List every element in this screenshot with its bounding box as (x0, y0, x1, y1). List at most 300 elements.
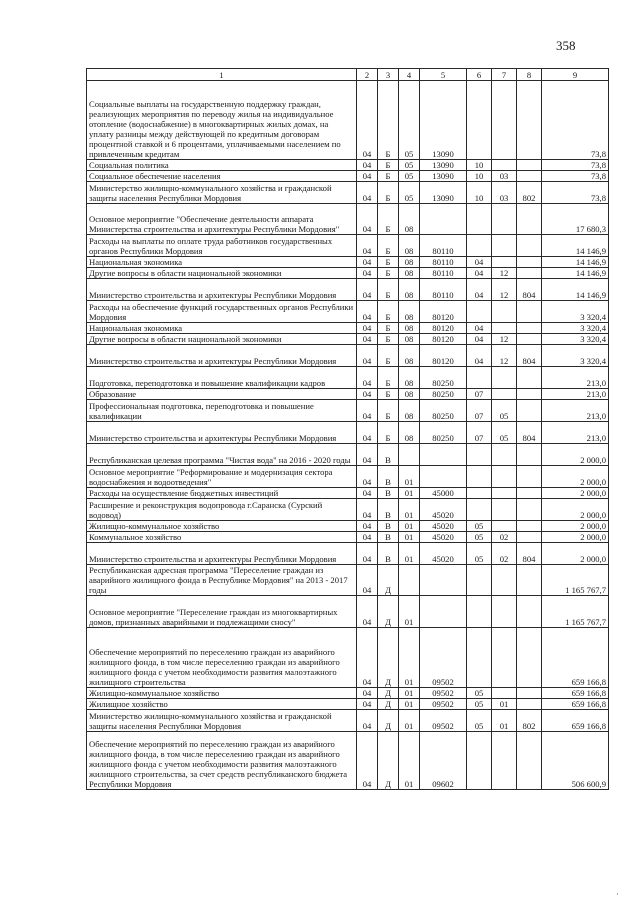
row-name: Другие вопросы в области национальной экономики (87, 334, 357, 345)
table-row (87, 499, 609, 521)
row-code-3: Д (378, 710, 399, 732)
row-code-7: 12 (492, 279, 517, 301)
row-code-3: Б (378, 182, 399, 204)
row-name: Министерство жилищно-коммунального хозяйства и гражданской защиты населения Республики Мордовия (87, 710, 357, 732)
row-code-4: 08 (399, 345, 420, 367)
row-amount: 3 320,4 (542, 323, 609, 334)
row-name: Другие вопросы в области национальной экономики (87, 268, 357, 279)
row-code-4: 01 (399, 710, 420, 732)
row-code-7 (492, 444, 517, 466)
row-code-3: Б (378, 204, 399, 235)
row-code-4: 08 (399, 204, 420, 235)
row-code-7: 02 (492, 543, 517, 565)
row-code-7: 12 (492, 345, 517, 367)
row-code-4: 08 (399, 301, 420, 323)
row-code-7: 12 (492, 268, 517, 279)
row-code-2: 04 (357, 204, 378, 235)
row-name: Жилищное хозяйство (87, 699, 357, 710)
row-code-8 (517, 596, 542, 628)
table-row (87, 268, 609, 279)
row-code-5 (420, 204, 467, 235)
row-code-2: 04 (357, 444, 378, 466)
row-code-5 (420, 565, 467, 596)
row-code-7 (492, 565, 517, 596)
row-code-8 (517, 499, 542, 521)
row-code-7 (492, 235, 517, 257)
row-code-7 (492, 389, 517, 400)
row-code-7 (492, 596, 517, 628)
table-row (87, 301, 609, 323)
row-code-5: 09502 (420, 699, 467, 710)
table-row (87, 160, 609, 171)
row-code-8: 804 (517, 345, 542, 367)
row-amount: 73,8 (542, 160, 609, 171)
row-code-8 (517, 688, 542, 699)
row-name: Расходы на обеспечение функций государственных органов Республики Мордовия (87, 301, 357, 323)
row-code-8 (517, 268, 542, 279)
table-row (87, 521, 609, 532)
row-code-3: Б (378, 279, 399, 301)
table-row (87, 596, 609, 628)
row-code-6: 04 (467, 323, 492, 334)
row-code-2: 04 (357, 688, 378, 699)
row-code-6: 07 (467, 400, 492, 422)
row-code-6: 04 (467, 268, 492, 279)
row-amount: 14 146,9 (542, 235, 609, 257)
row-code-3: Б (378, 389, 399, 400)
row-code-6: 05 (467, 521, 492, 532)
row-amount: 2 000,0 (542, 444, 609, 466)
row-name: Министерство жилищно-коммунального хозяйства и гражданской защиты населения Республики Мордовия (87, 182, 357, 204)
table-row (87, 257, 609, 268)
row-code-2: 04 (357, 543, 378, 565)
row-code-7 (492, 688, 517, 699)
row-code-5: 80110 (420, 268, 467, 279)
row-amount: 2 000,0 (542, 499, 609, 521)
row-code-4: 08 (399, 257, 420, 268)
row-code-3: Д (378, 565, 399, 596)
row-code-5: 80120 (420, 323, 467, 334)
row-code-4: 05 (399, 182, 420, 204)
header-col-5: 5 (420, 69, 467, 81)
row-code-4: 08 (399, 367, 420, 389)
row-code-6 (467, 596, 492, 628)
row-amount: 2 000,0 (542, 488, 609, 499)
row-code-6 (467, 204, 492, 235)
table-header (87, 69, 609, 81)
row-code-8: 802 (517, 182, 542, 204)
row-code-5: 45020 (420, 543, 467, 565)
row-code-2: 04 (357, 268, 378, 279)
row-code-2: 04 (357, 235, 378, 257)
row-amount: 2 000,0 (542, 543, 609, 565)
row-code-6 (467, 444, 492, 466)
row-code-3: Д (378, 688, 399, 699)
row-name: Жилищно-коммунальное хозяйство (87, 688, 357, 699)
row-name: Образование (87, 389, 357, 400)
row-name: Национальная экономика (87, 257, 357, 268)
row-code-6: 07 (467, 422, 492, 444)
row-code-7: 03 (492, 182, 517, 204)
row-code-3: Д (378, 628, 399, 688)
row-code-2: 04 (357, 257, 378, 268)
row-code-3: Б (378, 367, 399, 389)
row-code-7 (492, 257, 517, 268)
row-code-5: 09502 (420, 628, 467, 688)
row-name: Обеспечение мероприятий по переселению граждан из аварийного жилищного фонда, в том числе переселению граждан из аварийного жилищного фонда с учетом необходимости развития малоэтажного жилищного строительства (87, 628, 357, 688)
table-row (87, 334, 609, 345)
row-code-7: 05 (492, 400, 517, 422)
header-col-7: 7 (492, 69, 517, 81)
row-code-5: 09502 (420, 710, 467, 732)
row-code-8 (517, 160, 542, 171)
row-code-6 (467, 81, 492, 160)
row-code-7 (492, 323, 517, 334)
row-name: Социальная политика (87, 160, 357, 171)
table-row (87, 628, 609, 688)
row-name: Республиканская целевая программа "Чистая вода" на 2016 - 2020 годы (87, 444, 357, 466)
row-amount: 659 166,8 (542, 628, 609, 688)
row-code-8: 802 (517, 710, 542, 732)
row-code-2: 04 (357, 279, 378, 301)
row-code-3: Д (378, 596, 399, 628)
row-code-5: 80250 (420, 422, 467, 444)
row-name: Социальные выплаты на государственную поддержку граждан, реализующих мероприятия по переводу жилья на индивидуальное отопление (водоснабжение) в многоквартирных жилых домах, на уплату разницы между действующей по кредитным договорам процентной ставкой и 6 процентами, уплачиваемыми населением по привлеченным кредитам (87, 81, 357, 160)
row-code-8 (517, 732, 542, 790)
page-number: 358 (556, 38, 576, 53)
row-code-3: Б (378, 171, 399, 182)
table-row (87, 81, 609, 160)
header-col-8: 8 (517, 69, 542, 81)
row-code-6: 04 (467, 279, 492, 301)
row-amount: 213,0 (542, 389, 609, 400)
row-code-5: 13090 (420, 160, 467, 171)
row-code-2: 04 (357, 596, 378, 628)
row-code-6 (467, 499, 492, 521)
row-code-4 (399, 444, 420, 466)
row-code-8 (517, 334, 542, 345)
row-name: Расходы на осуществление бюджетных инвестиций (87, 488, 357, 499)
row-code-4: 01 (399, 688, 420, 699)
row-code-4: 05 (399, 160, 420, 171)
table-row (87, 171, 609, 182)
row-code-5 (420, 466, 467, 488)
row-code-6 (467, 235, 492, 257)
row-code-2: 04 (357, 532, 378, 543)
header-col-4: 4 (399, 69, 420, 81)
row-amount: 73,8 (542, 81, 609, 160)
row-code-2: 04 (357, 301, 378, 323)
row-code-4: 01 (399, 596, 420, 628)
row-code-3: Б (378, 323, 399, 334)
row-code-4: 01 (399, 532, 420, 543)
row-code-7 (492, 521, 517, 532)
table-row (87, 543, 609, 565)
row-code-5: 80110 (420, 235, 467, 257)
table-row (87, 444, 609, 466)
row-name: Профессиональная подготовка, переподготовка и повышение квалификации (87, 400, 357, 422)
row-code-6: 10 (467, 171, 492, 182)
row-code-6 (467, 565, 492, 596)
row-name: Министерство строительства и архитектуры Республики Мордовия (87, 345, 357, 367)
table-row (87, 565, 609, 596)
row-code-2: 04 (357, 732, 378, 790)
row-code-8 (517, 389, 542, 400)
row-amount: 73,8 (542, 171, 609, 182)
row-code-5: 45000 (420, 488, 467, 499)
table-row (87, 488, 609, 499)
row-code-4: 01 (399, 499, 420, 521)
row-code-8 (517, 521, 542, 532)
row-code-8 (517, 488, 542, 499)
row-name: Социальное обеспечение населения (87, 171, 357, 182)
row-code-8 (517, 466, 542, 488)
row-code-5: 80120 (420, 345, 467, 367)
row-code-8 (517, 444, 542, 466)
row-code-5: 45020 (420, 521, 467, 532)
row-code-6 (467, 466, 492, 488)
row-code-4: 01 (399, 732, 420, 790)
row-code-4: 08 (399, 279, 420, 301)
row-amount: 1 165 767,7 (542, 565, 609, 596)
row-amount: 659 166,8 (542, 699, 609, 710)
row-code-3: В (378, 444, 399, 466)
row-amount: 2 000,0 (542, 466, 609, 488)
row-code-5 (420, 444, 467, 466)
row-amount: 73,8 (542, 182, 609, 204)
table-row (87, 699, 609, 710)
row-code-4: 05 (399, 171, 420, 182)
row-code-5: 45020 (420, 532, 467, 543)
row-code-7 (492, 204, 517, 235)
header-col-9: 9 (542, 69, 609, 81)
table-row (87, 204, 609, 235)
row-code-8 (517, 257, 542, 268)
row-code-4: 01 (399, 543, 420, 565)
header-col-6: 6 (467, 69, 492, 81)
row-code-2: 04 (357, 422, 378, 444)
row-code-4: 01 (399, 466, 420, 488)
row-code-4: 01 (399, 488, 420, 499)
row-code-2: 04 (357, 400, 378, 422)
row-code-3: Б (378, 334, 399, 345)
row-code-2: 04 (357, 160, 378, 171)
table-row (87, 345, 609, 367)
row-code-3: Д (378, 699, 399, 710)
row-name: Основное мероприятие "Реформирование и модернизация сектора водоснабжения и водоотведения" (87, 466, 357, 488)
row-amount: 1 165 767,7 (542, 596, 609, 628)
row-amount: 2 000,0 (542, 521, 609, 532)
row-code-4: 08 (399, 334, 420, 345)
row-code-6: 04 (467, 257, 492, 268)
row-code-6 (467, 367, 492, 389)
row-code-8 (517, 628, 542, 688)
row-code-6 (467, 301, 492, 323)
row-code-5: 80250 (420, 400, 467, 422)
row-code-3: Б (378, 235, 399, 257)
row-code-4: 08 (399, 389, 420, 400)
table-row (87, 710, 609, 732)
row-amount: 14 146,9 (542, 257, 609, 268)
row-code-3: Д (378, 732, 399, 790)
row-code-6: 05 (467, 688, 492, 699)
budget-table-sheet (86, 68, 608, 790)
row-name: Национальная экономика (87, 323, 357, 334)
table-row (87, 400, 609, 422)
row-code-8 (517, 565, 542, 596)
row-code-8 (517, 367, 542, 389)
row-code-4: 05 (399, 81, 420, 160)
row-code-6: 05 (467, 699, 492, 710)
row-name: Республиканская адресная программа "Переселение граждан из аварийного жилищного фонда в Республике Мордовия" на 2013 - 2017 годы (87, 565, 357, 596)
table-row (87, 688, 609, 699)
row-code-2: 04 (357, 565, 378, 596)
row-code-4: 08 (399, 323, 420, 334)
row-code-3: Б (378, 422, 399, 444)
row-code-4: 01 (399, 628, 420, 688)
row-amount: 213,0 (542, 400, 609, 422)
row-code-6 (467, 732, 492, 790)
row-code-2: 04 (357, 488, 378, 499)
row-code-6: 05 (467, 532, 492, 543)
row-code-6: 10 (467, 160, 492, 171)
row-code-8 (517, 532, 542, 543)
row-name: Расходы на выплаты по оплате труда работников государственных органов Республики Мордовия (87, 235, 357, 257)
row-amount: 17 680,3 (542, 204, 609, 235)
row-code-5 (420, 596, 467, 628)
row-code-7 (492, 488, 517, 499)
row-code-7 (492, 466, 517, 488)
table-row (87, 367, 609, 389)
row-code-7 (492, 732, 517, 790)
budget-table (86, 68, 609, 790)
row-name: Коммунальное хозяйство (87, 532, 357, 543)
row-name: Министерство строительства и архитектуры Республики Мордовия (87, 279, 357, 301)
row-code-5: 80250 (420, 389, 467, 400)
row-code-7: 05 (492, 422, 517, 444)
row-code-8 (517, 400, 542, 422)
row-code-7: 12 (492, 334, 517, 345)
row-amount: 506 600,9 (542, 732, 609, 790)
row-code-2: 04 (357, 699, 378, 710)
row-code-8 (517, 81, 542, 160)
row-name: Министерство строительства и архитектуры Республики Мордовия (87, 422, 357, 444)
row-code-6: 10 (467, 182, 492, 204)
row-code-4: 01 (399, 699, 420, 710)
row-name: Министерство строительства и архитектуры Республики Мордовия (87, 543, 357, 565)
row-code-5: 80120 (420, 334, 467, 345)
row-code-6: 04 (467, 345, 492, 367)
row-code-3: В (378, 466, 399, 488)
row-code-4: 01 (399, 521, 420, 532)
row-code-6 (467, 488, 492, 499)
row-code-3: В (378, 543, 399, 565)
row-code-5: 80120 (420, 301, 467, 323)
row-code-3: В (378, 488, 399, 499)
table-row (87, 422, 609, 444)
row-amount: 213,0 (542, 367, 609, 389)
row-code-4 (399, 565, 420, 596)
row-code-7 (492, 367, 517, 389)
row-name: Жилищно-коммунальное хозяйство (87, 521, 357, 532)
row-code-5: 80110 (420, 257, 467, 268)
row-code-7 (492, 499, 517, 521)
row-code-2: 04 (357, 345, 378, 367)
row-code-3: В (378, 499, 399, 521)
row-code-6: 05 (467, 543, 492, 565)
row-code-7 (492, 81, 517, 160)
row-code-5: 80250 (420, 367, 467, 389)
row-code-3: Б (378, 160, 399, 171)
row-name: Основное мероприятие "Обеспечение деятельности аппарата Министерства строительства и архитектуры Республики Мордовия" (87, 204, 357, 235)
row-code-8: 804 (517, 422, 542, 444)
row-code-4: 08 (399, 400, 420, 422)
row-code-6 (467, 628, 492, 688)
row-code-3: Б (378, 301, 399, 323)
row-code-2: 04 (357, 323, 378, 334)
header-col-3: 3 (378, 69, 399, 81)
row-code-8: 804 (517, 543, 542, 565)
row-code-7: 01 (492, 699, 517, 710)
row-code-8: 804 (517, 279, 542, 301)
table-row (87, 323, 609, 334)
row-name: Основное мероприятие "Переселение граждан из многоквартирных домов, признанных аварийными и подлежащими сносу" (87, 596, 357, 628)
row-name: Расширение и реконструкция водопровода г.Саранска (Сурский водовод) (87, 499, 357, 521)
header-col-2: 2 (357, 69, 378, 81)
row-code-7: 01 (492, 710, 517, 732)
row-code-5: 13090 (420, 81, 467, 160)
row-code-2: 04 (357, 334, 378, 345)
row-amount: 2 000,0 (542, 532, 609, 543)
row-code-6: 07 (467, 389, 492, 400)
row-name: Подготовка, переподготовка и повышение квалификации кадров (87, 367, 357, 389)
row-code-8 (517, 235, 542, 257)
row-code-7 (492, 628, 517, 688)
row-code-2: 04 (357, 466, 378, 488)
row-code-7 (492, 160, 517, 171)
row-code-7: 03 (492, 171, 517, 182)
row-code-5: 09502 (420, 688, 467, 699)
row-code-2: 04 (357, 171, 378, 182)
table-row (87, 235, 609, 257)
row-code-4: 08 (399, 422, 420, 444)
row-code-3: В (378, 532, 399, 543)
row-code-2: 04 (357, 367, 378, 389)
row-code-8 (517, 699, 542, 710)
row-code-7: 02 (492, 532, 517, 543)
header-col-1: 1 (87, 69, 357, 81)
row-code-2: 04 (357, 182, 378, 204)
row-code-3: Б (378, 81, 399, 160)
row-code-7 (492, 301, 517, 323)
row-amount: 659 166,8 (542, 710, 609, 732)
row-code-4: 08 (399, 268, 420, 279)
row-name: Обеспечение мероприятий по переселению граждан из аварийного жилищного фонда, в том числе переселению граждан из аварийного жилищного фонда с учетом необходимости развития малоэтажного жилищного строительства, за счет средств республиканского бюджета Республики Мордовия (87, 732, 357, 790)
row-amount: 659 166,8 (542, 688, 609, 699)
table-row (87, 532, 609, 543)
table-body (87, 81, 609, 790)
row-code-5: 13090 (420, 182, 467, 204)
row-code-8 (517, 204, 542, 235)
row-amount: 14 146,9 (542, 279, 609, 301)
row-code-2: 04 (357, 499, 378, 521)
row-code-5: 09602 (420, 732, 467, 790)
row-code-2: 04 (357, 389, 378, 400)
row-code-2: 04 (357, 710, 378, 732)
table-row (87, 279, 609, 301)
scan-mark: · (616, 890, 619, 899)
table-row (87, 182, 609, 204)
